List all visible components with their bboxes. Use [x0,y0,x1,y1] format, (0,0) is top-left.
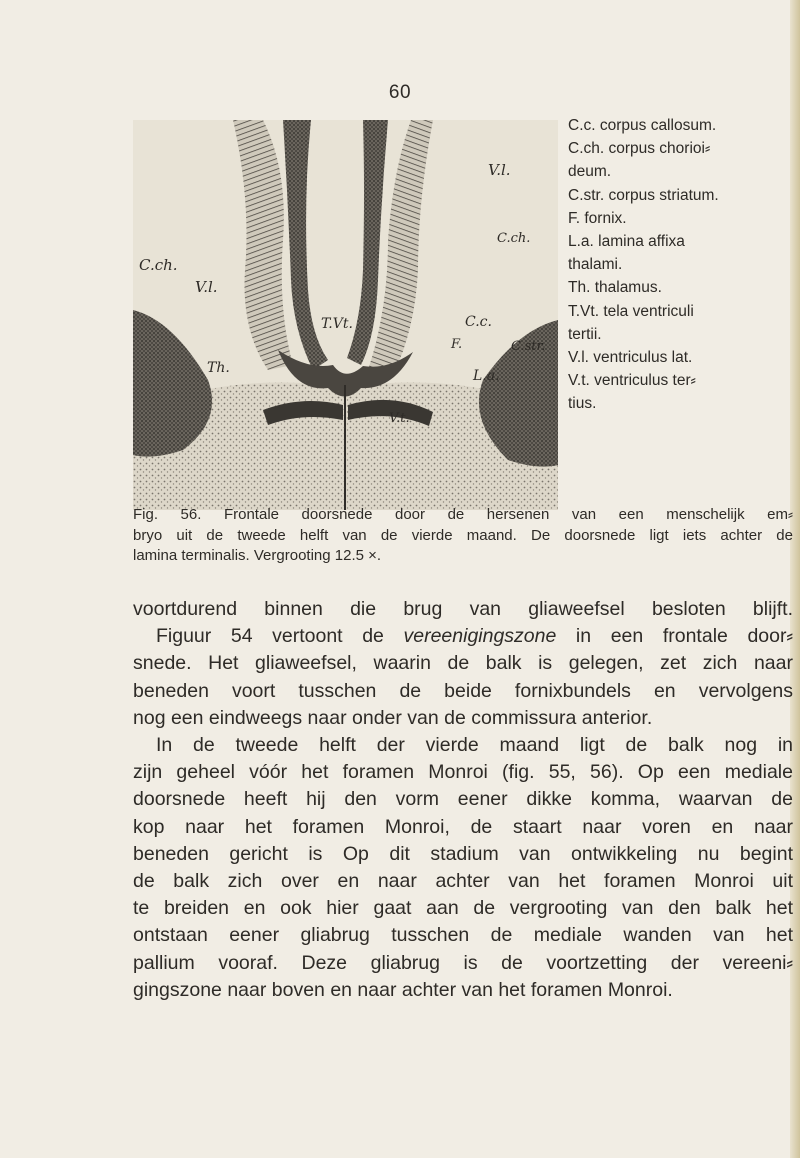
figure-legend [568,114,793,416]
label-vt: V.t. [389,411,410,426]
text-line: gingszone naar boven en naar achter van het foramen Monroi. [133,978,673,1001]
text-line: In de tweede helft der vierde maand ligt de balk nog in [156,734,793,757]
text-line: ontstaan eener gliabrug tusschen de mediale wanden van het [133,924,793,947]
legend-line: V.l. ventriculus lat. [568,349,693,367]
text-run: in een frontale door⸗ [556,625,793,648]
label-tvt: T.Vt. [321,316,353,332]
label-f: F. [451,337,463,352]
label-cch-left: C.ch. [139,256,178,274]
caption-line: bryo uit de tweede helft van de vierde maand. De doorsnede ligt iets achter de [133,526,793,544]
text-line: voortdurend binnen die brug van gliaweefsel besloten blijft. [133,598,793,620]
emphasis-term: vereenigingszone [403,625,557,648]
text-line: de balk zich over en naar achter van het foramen Monroi uit [133,870,793,893]
legend-line: C.str. corpus striatum. [568,186,719,204]
legend-line: V.t. ventriculus ter⸗ [568,372,696,390]
text-run: Figuur 54 vertoont de [156,625,404,648]
label-cc: C.c. [465,314,492,330]
label-cstr: C.str. [511,339,546,354]
text-line: pallium vooraf. Deze gliabrug is de voortzetting der vereeni⸗ [133,951,793,974]
legend-line: T.Vt. tela ventriculi [568,302,694,320]
caption-line: Fig. 56. Frontale doorsnede door de hersenen van een menschelijk em⸗ [133,506,793,523]
figure-caption [133,505,793,567]
legend-line: Th. thalamus. [568,279,662,297]
caption-line: lamina terminalis. Vergrooting 12.5 ×. [133,547,382,564]
legend-line: tius. [568,395,597,413]
legend-line: C.c. corpus callosum. [568,117,717,134]
brain-section-drawing [133,120,558,510]
text-line: kop naar het foramen Monroi, de staart naar voren en naar [133,815,793,838]
label-vl-left: V.l. [195,278,218,296]
body-text [133,596,793,1004]
text-line: doorsnede heeft hij den vorm eener dikke komma, waarvan de [133,788,793,811]
label-la: L.a. [473,368,500,384]
text-line: nog een eindweegs naar onder van de commissura anterior. [133,706,653,729]
legend-line: C.ch. corpus chorioi⸗ [568,140,711,158]
legend-line: deum. [568,163,612,181]
label-th: Th. [207,360,230,376]
legend-line: F. fornix. [568,209,627,227]
histology-figure [133,120,558,510]
legend-line: tertii. [568,325,602,343]
text-line: beneden voort tusschen de beide fornixbundels en vervolgens [133,679,793,702]
text-line: zijn geheel vóór het foramen Monroi (fig. 55, 56). Op een mediale [133,761,793,784]
legend-line: L.a. lamina affixa [568,233,685,251]
label-cch-right: C.ch. [497,231,531,246]
page-number: 60 [388,82,412,103]
label-vl-top: V.l. [488,161,511,179]
legend-line: thalami. [568,256,623,274]
text-line: te breiden en ook hier gaat aan de vergrooting van den balk het [133,897,793,920]
text-line [133,623,793,650]
text-line: snede. Het gliaweefsel, waarin de balk is gelegen, zet zich naar [133,652,793,675]
text-line: beneden gericht is Op dit stadium van ontwikkeling nu begint [133,842,793,865]
